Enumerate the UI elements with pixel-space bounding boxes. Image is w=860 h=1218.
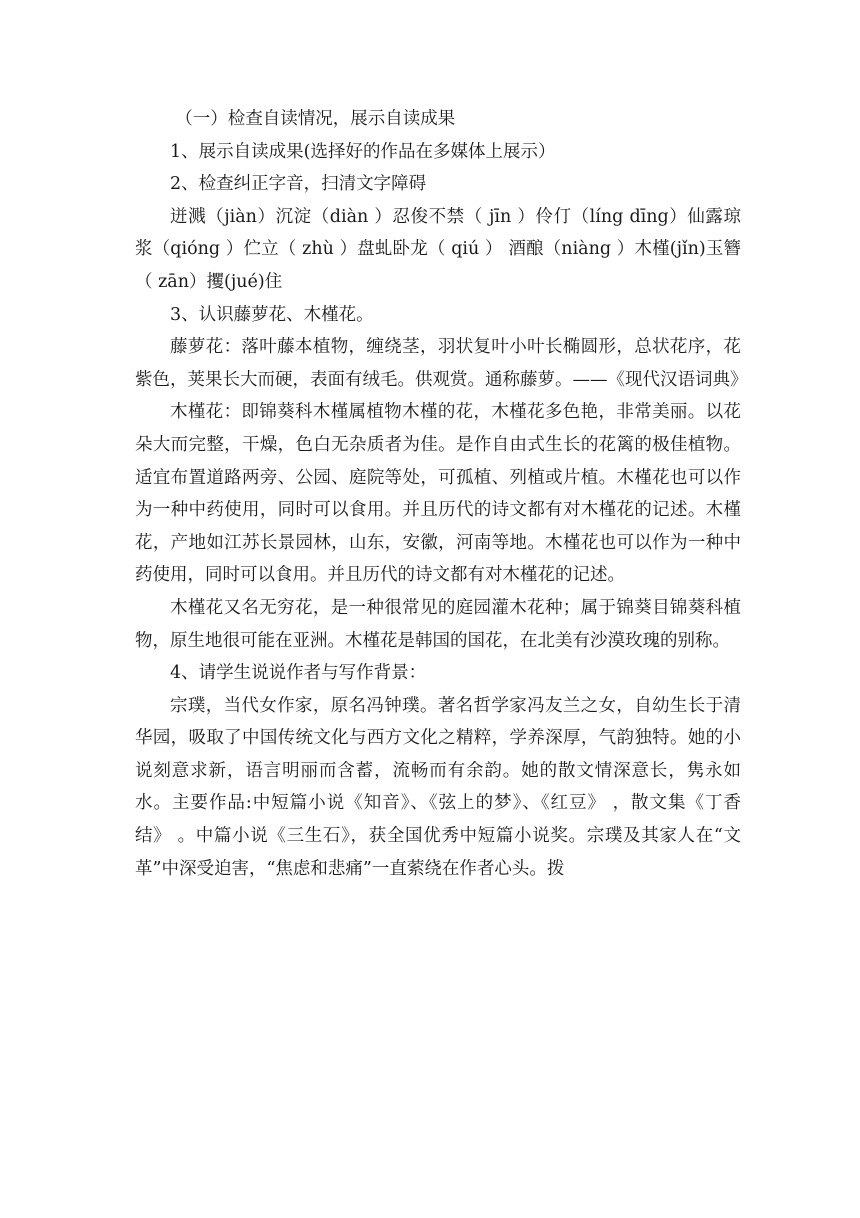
step-4-text: 4、请学生说说作者与写作背景：	[170, 663, 427, 684]
step-2-text: 2、检查纠正字音，扫清文字障碍	[170, 174, 427, 195]
step-1-text: 1、展示自读成果(选择好的作品在多媒体上展示）	[170, 141, 556, 162]
step-3-text: 3、认识藤萝花、木槿花。	[170, 304, 374, 325]
wisteria-definition: 藤萝花：落叶藤本植物，缠绕茎，羽状复叶小叶长椭圆形，总状花序，花紫色，荚果长大而硬，表面有绒毛。供观赏。通称藤萝。——《现代汉语词典》	[135, 337, 748, 390]
section-heading: （一）检查自读情况，展示自读成果	[175, 109, 456, 129]
pronunciation-list: 迸溅（jiàn）沉淀（diàn ）忍俊不禁（ jīn ）伶仃（líng dīng）仙露琼浆（qióng ）伫立（ zhù ）盘虬卧龙（ qiú ） 酒酿（niàng ）木槿(jǐn)玉簪（ zān）攫(jué)住	[135, 206, 741, 292]
author-background: 宗璞，当代女作家，原名冯钟璞。著名哲学家冯友兰之女，自幼生长于清华园，吸取了中国传统文化与西方文化之精粹，学养深厚，气韵独特。她的小说刻意求新，语言明丽而含蓄，流畅而有余韵。她的散文情深意长，隽永如水。主要作品:中短篇小说《知音》、《弦上的梦》、《红豆》 ，散文集《丁香结》 。中篇小说《三生石》，获全国优秀中短篇小说奖。宗璞及其家人在“文革”中深受迫害，“焦虑和悲痛”一直萦绕在作者心头。拨	[135, 695, 741, 879]
hibiscus-description: 木槿花：即锦葵科木槿属植物木槿的花，木槿花多色艳，非常美丽。以花朵大而完整，干燥，色白无杂质者为佳。是作自由式生长的花篱的极佳植物。适宜布置道路两旁、公园、庭院等处，可孤植、列植或片植。木槿花也可以作为一种中药使用，同时可以食用。并且历代的诗文都有对木槿花的记述。木槿花，产地如江苏长景园林，山东，安徽，河南等地。木槿花也可以作为一种中药使用，同时可以食用。并且历代的诗文都有对木槿花的记述。	[135, 402, 741, 586]
document-body	[135, 103, 748, 885]
hibiscus-alias: 木槿花又名无穷花，是一种很常见的庭园灌木花种；属于锦葵目锦葵科植物，原生地很可能在亚洲。木槿花是韩国的国花，在北美有沙漠玫瑰的别称。	[135, 597, 741, 651]
